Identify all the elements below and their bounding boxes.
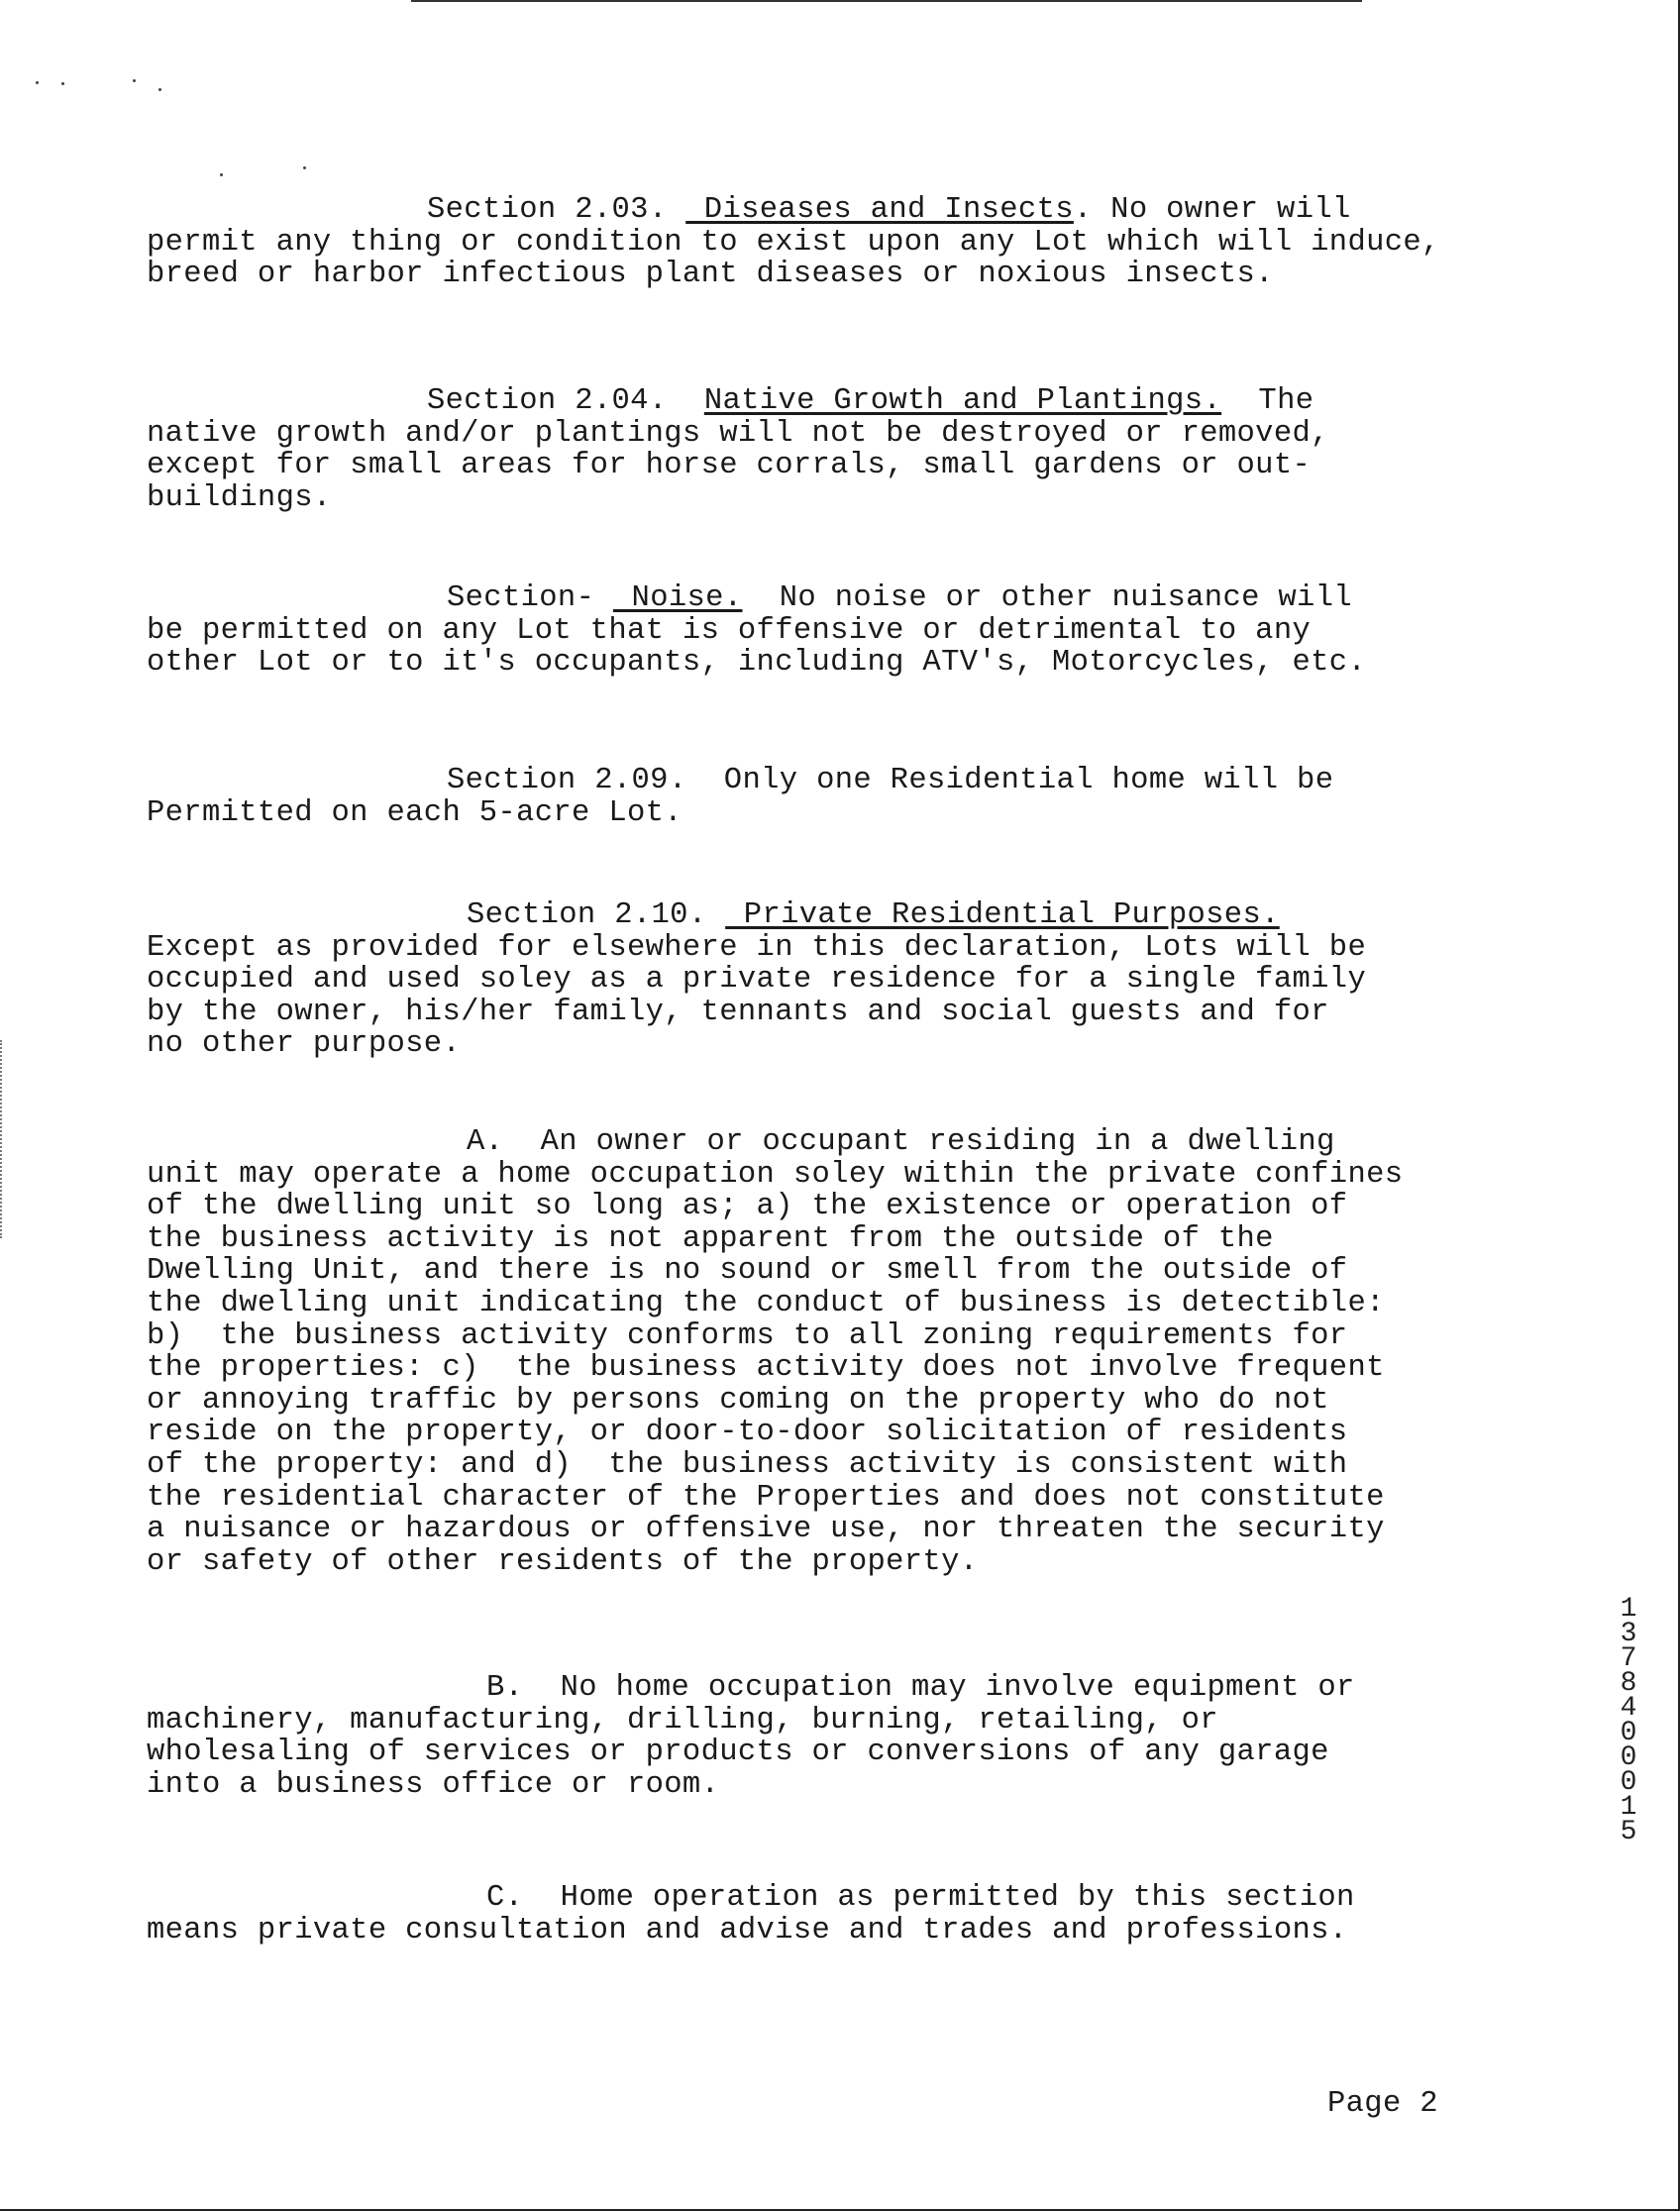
section-noise <box>147 582 1553 680</box>
section-heading: Section 2.09. <box>447 764 687 797</box>
scan-speck <box>220 173 223 176</box>
section-body: native growth and/or plantings will not be destroyed or removed, except for small areas for horse corrals, small gardens or out- buildings. <box>147 416 1329 515</box>
section-2-04 <box>147 385 1553 514</box>
section-heading: Section 2.03. <box>427 193 668 227</box>
subsection-body: machinery, manufacturing, drilling, burning, retailing, or wholesaling of services or products or conversions of any garage into a business office or room. <box>147 1703 1329 1802</box>
section-title-trailing: No noise or other nuisance will <box>742 581 1353 615</box>
section-body: permit any thing or condition to exist upon any Lot which will induce, breed or harbor infectious plant diseases or noxious insects. <box>147 225 1440 292</box>
subsection-lead: No home occupation may involve equipment or <box>523 1671 1355 1705</box>
subsection-marker: B. <box>486 1671 524 1705</box>
subsection-body: unit may operate a home occupation soley within the private confines of the dwelling unit so long as; a) the existence or operation of the business activity is not apparent from the outside of the Dwelling Unit, and there is no sound or smell from the outside of the dwelling unit indicating the conduct of business is detectible: b) the business activity conforms to all zoning requirements for the properties: c) the business activity does not involve frequent or annoying traffic by persons coming on the property who do not reside on the property, or door-to-door solicitation of residents of the property: and d) the business activity is consistent with the residential character of the Properties and does not constitute a nuisance or hazardous or offensive use, nor threaten the security or safety of other residents of the property. <box>147 1157 1404 1579</box>
scan-speck <box>36 81 39 84</box>
section-heading: Section 2.04. <box>427 384 668 418</box>
subsection-marker: A. <box>467 1125 504 1159</box>
scan-speck <box>133 79 136 82</box>
recording-number-stamp: 13784 00015 <box>1620 1594 1637 1847</box>
subsection-lead: An owner or occupant residing in a dwelling <box>503 1125 1335 1159</box>
scan-speck <box>158 88 161 91</box>
section-heading: Section 2.10. <box>467 898 707 932</box>
subsection-body: means private consultation and advise and trades and professions. <box>147 1913 1348 1948</box>
left-margin-marks <box>0 1040 5 1238</box>
section-title: Private Residential Purposes. <box>725 898 1280 932</box>
section-title: Native Growth and Plantings. <box>703 384 1222 418</box>
scan-top-edge-line <box>411 0 1362 2</box>
section-body: Permitted on each 5-acre Lot. <box>147 795 682 830</box>
subsection-b <box>147 1672 1553 1801</box>
section-2-10 <box>147 899 1553 1061</box>
section-title: Diseases and Insects <box>685 193 1074 227</box>
section-title: Noise. <box>612 581 743 615</box>
section-2-03 <box>147 194 1553 291</box>
section-body: be permitted on any Lot that is offensive or detrimental to any other Lot or to it's occupants, including ATV's, Motorcycles, etc. <box>147 613 1367 681</box>
section-heading: Section- <box>447 581 595 615</box>
section-title-trailing: Only one Residential home will be <box>686 764 1334 797</box>
section-title-trailing: The <box>1221 384 1314 418</box>
section-body: Except as provided for elsewhere in this declaration, Lots will be occupied and used soley as a private residence for a single family by the owner, his/her family, tennants and social guests and for no other purpose. <box>147 930 1367 1062</box>
scan-speck <box>61 82 64 85</box>
subsection-a <box>147 1126 1553 1578</box>
subsection-c <box>147 1882 1553 1947</box>
scan-speck <box>303 166 306 169</box>
page-number: Page 2 <box>1327 2087 1438 2121</box>
section-title-trailing: . No owner will <box>1073 193 1351 227</box>
subsection-marker: C. <box>486 1881 524 1915</box>
section-2-09 <box>147 765 1553 829</box>
subsection-lead: Home operation as permitted by this section <box>523 1881 1355 1915</box>
